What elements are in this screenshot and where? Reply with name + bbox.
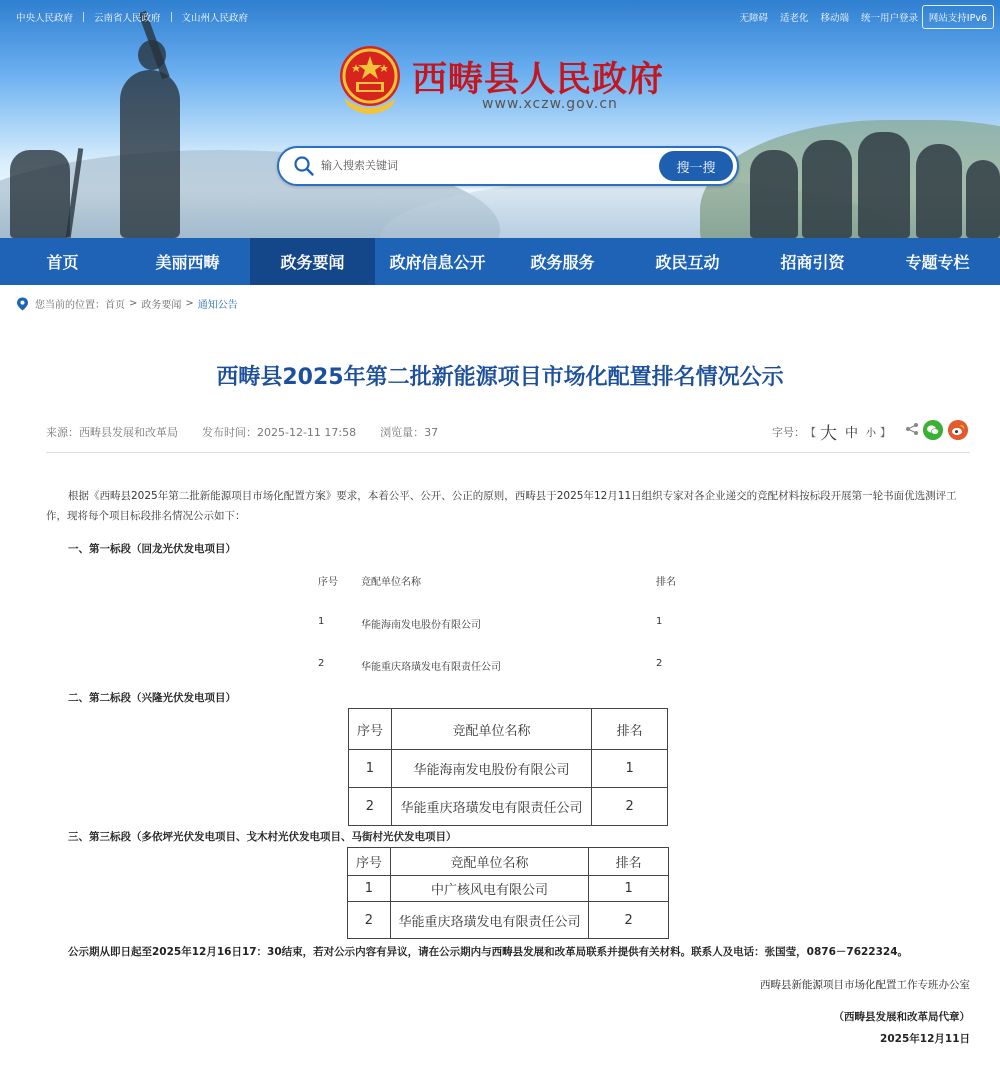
article-views: 浏览量：37 bbox=[380, 426, 439, 439]
top-gov-links bbox=[16, 10, 248, 24]
location-pin-icon bbox=[16, 297, 29, 311]
table1-cell: 华能海南发电股份有限公司 bbox=[361, 620, 481, 631]
ranking-table-3 bbox=[347, 847, 669, 939]
national-emblem-icon bbox=[334, 42, 406, 116]
signature-date: 2025年12月11日 bbox=[880, 1033, 970, 1045]
article-meta bbox=[46, 424, 438, 440]
table1-cell: 1 bbox=[318, 616, 325, 627]
table1-cell: 2 bbox=[656, 658, 663, 669]
nav-item-interaction[interactable]: 政民互动 bbox=[655, 253, 720, 272]
objection-notice: 公示期从即日起至2025年12月16日17：30结束，若对公示内容有异议，请在公示期内与西畴县发展和改革局联系并提供有关材料。联系人及电话：张国莹，0876－7622324。 bbox=[68, 946, 909, 958]
search-input[interactable] bbox=[321, 154, 651, 178]
banner-figures-left bbox=[0, 30, 230, 238]
nav-item-beautiful-xichou[interactable]: 美丽西畴 bbox=[155, 253, 220, 272]
section-heading: 一、第一标段（回龙光伏发电项目） bbox=[68, 543, 236, 555]
share-icon[interactable] bbox=[905, 422, 919, 436]
table-row bbox=[348, 876, 669, 902]
table-cell: 2 bbox=[589, 902, 669, 939]
nav-item-home[interactable]: 首页 bbox=[46, 253, 79, 272]
font-size-control: 字号： 【 大 中 小 】 bbox=[772, 419, 891, 444]
table-cell: 2 bbox=[592, 788, 668, 826]
top-link[interactable]: 文山州人民政府 bbox=[181, 13, 249, 24]
table-cell: 1 bbox=[349, 750, 392, 788]
article-publish-time: 发布时间：2025-12-11 17:58 bbox=[202, 426, 357, 439]
signature-office: 西畴县新能源项目市场化配置工作专班办公室 bbox=[760, 979, 970, 991]
ranking-table-2 bbox=[348, 708, 668, 826]
table-row bbox=[349, 750, 668, 788]
breadcrumb-separator: > bbox=[185, 298, 194, 309]
font-size-label: 字号： bbox=[772, 425, 805, 439]
breadcrumb-separator: > bbox=[129, 298, 138, 309]
top-link[interactable]: 云南省人民政府 bbox=[94, 13, 161, 24]
wechat-share-icon[interactable] bbox=[923, 420, 943, 440]
breadcrumb-current[interactable]: 通知公告 bbox=[197, 300, 238, 311]
breadcrumb bbox=[16, 296, 238, 311]
ipv6-badge: 网站支持IPv6 bbox=[922, 5, 994, 29]
top-link[interactable]: 中央人民政府 bbox=[16, 13, 74, 24]
main-nav bbox=[0, 238, 1000, 285]
site-title: 西畴县人民政府 bbox=[412, 59, 665, 100]
breadcrumb-prefix: 您当前的位置： bbox=[35, 300, 105, 311]
table-cell: 1 bbox=[592, 750, 668, 788]
table1-cell: 1 bbox=[656, 616, 663, 627]
table1-cell: 2 bbox=[318, 658, 325, 669]
search-button[interactable]: 搜一搜 bbox=[659, 151, 733, 181]
signature-seal: （西畴县发展和改革局代章） bbox=[833, 1011, 970, 1023]
table-cell: 2 bbox=[349, 788, 392, 826]
search-bar bbox=[277, 146, 739, 186]
search-icon bbox=[293, 155, 315, 177]
header-banner bbox=[0, 0, 1000, 238]
meta-divider bbox=[46, 452, 970, 453]
table-cell: 中广核风电有限公司 bbox=[390, 876, 588, 902]
nav-item-info-disclosure[interactable]: 政府信息公开 bbox=[389, 253, 486, 272]
nav-item-gov-news[interactable]: 政务要闻 bbox=[250, 238, 375, 285]
font-size-medium-button[interactable]: 中 bbox=[845, 426, 859, 441]
banner-figures-right bbox=[740, 100, 1000, 238]
top-tool-links bbox=[739, 10, 918, 24]
article-title: 西畴县2025年第二批新能源项目市场化配置排名情况公示 bbox=[216, 365, 784, 390]
nav-item-special-topics[interactable]: 专题专栏 bbox=[905, 253, 970, 272]
font-size-large-button[interactable]: 大 bbox=[820, 424, 837, 444]
nav-item-gov-services[interactable]: 政务服务 bbox=[530, 253, 595, 272]
table-header: 竞配单位名称 bbox=[390, 848, 588, 876]
site-url: www.xczw.gov.cn bbox=[482, 96, 618, 112]
table-cell: 华能重庆珞璜发电有限责任公司 bbox=[390, 902, 588, 939]
breadcrumb-home[interactable]: 首页 bbox=[105, 300, 125, 311]
font-size-small-button[interactable]: 小 bbox=[866, 428, 877, 439]
mobile-link[interactable]: 移动端 bbox=[820, 13, 849, 24]
weibo-share-icon[interactable] bbox=[948, 420, 968, 440]
table-cell: 1 bbox=[348, 876, 391, 902]
table1-header-no: 序号 bbox=[318, 577, 338, 588]
table-cell: 1 bbox=[589, 876, 669, 902]
accessibility-link[interactable]: 无障碍 bbox=[739, 13, 768, 24]
table-header: 排名 bbox=[589, 848, 669, 876]
table-row bbox=[349, 788, 668, 826]
table-cell: 华能重庆珞璜发电有限责任公司 bbox=[391, 788, 591, 826]
table-header: 序号 bbox=[349, 709, 392, 750]
table-header-row bbox=[349, 709, 668, 750]
article-intro: 根据《西畴县2025年第二批新能源项目市场化配置方案》要求，本着公平、公开、公正的原则，西畴县于2025年12月11日组织专家对各企业递交的竞配材料按标段开展第一轮书面优选测评工作，现将每个项目标段排名情况公示如下： bbox=[46, 490, 957, 522]
table-header-row bbox=[348, 848, 669, 876]
table1-cell: 华能重庆珞璜发电有限责任公司 bbox=[361, 662, 501, 673]
nav-item-investment[interactable]: 招商引资 bbox=[780, 253, 845, 272]
table1-header-name: 竞配单位名称 bbox=[361, 577, 421, 588]
section-heading: 三、第三标段（多依坪光伏发电项目、戈木村光伏发电项目、马街村光伏发电项目） bbox=[68, 831, 457, 843]
table1-header-rank: 排名 bbox=[656, 577, 676, 588]
elderly-mode-link[interactable]: 适老化 bbox=[779, 13, 809, 24]
table-cell: 2 bbox=[348, 902, 391, 939]
table-header: 序号 bbox=[348, 848, 391, 876]
table-header: 竞配单位名称 bbox=[391, 709, 591, 750]
section-heading: 二、第二标段（兴隆光伏发电项目） bbox=[68, 692, 236, 704]
article-source: 来源：西畴县发展和改革局 bbox=[46, 426, 178, 439]
table-header: 排名 bbox=[592, 709, 668, 750]
login-link[interactable]: 统一用户登录 bbox=[860, 13, 918, 24]
breadcrumb-news[interactable]: 政务要闻 bbox=[141, 300, 182, 311]
table-row bbox=[348, 902, 669, 939]
table-cell: 华能海南发电股份有限公司 bbox=[391, 750, 591, 788]
